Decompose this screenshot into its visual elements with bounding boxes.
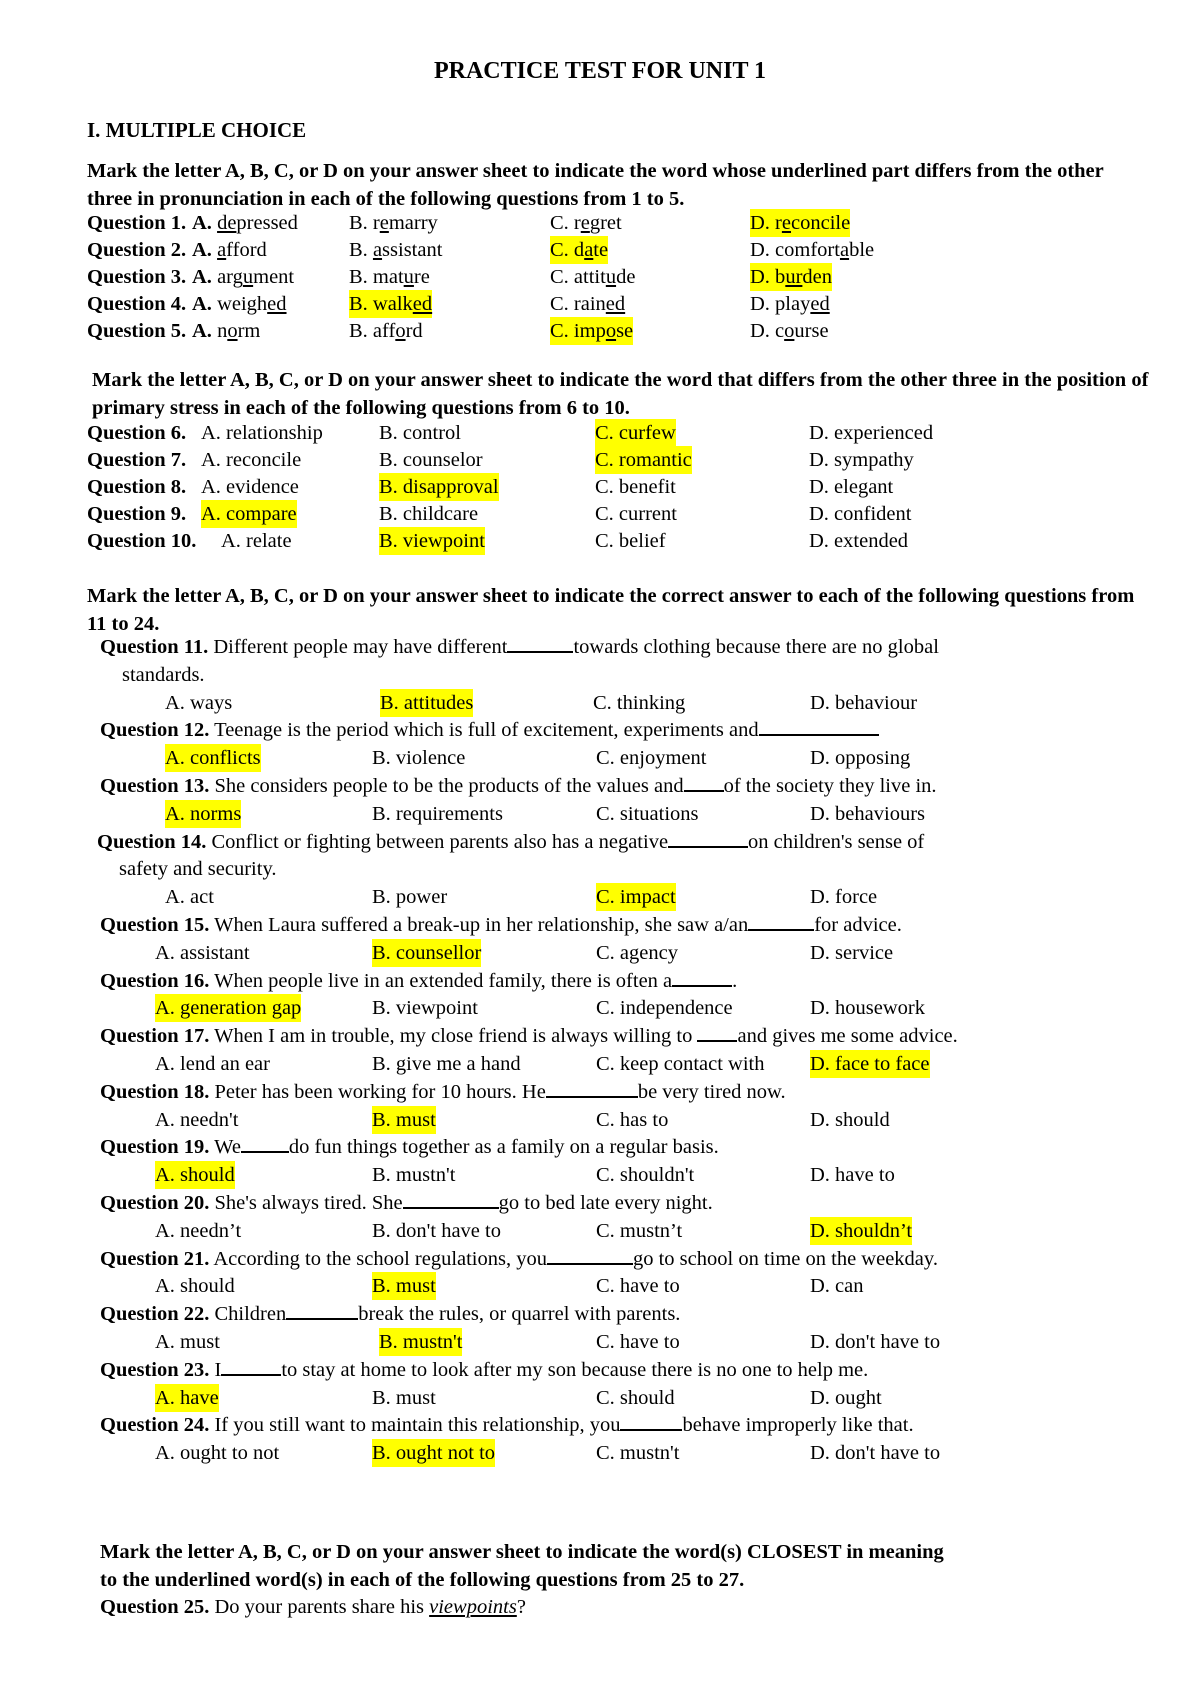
option-c: C. situations (596, 802, 699, 825)
option-b-answer: B. viewpoint (379, 527, 485, 555)
option-d: D. force (810, 886, 878, 909)
question-row (87, 500, 912, 528)
option-d: D. service (810, 941, 894, 964)
option-a: A. ought to not (155, 1442, 280, 1465)
question-number: Question 20. (100, 1192, 210, 1214)
question-number: Question 23. (100, 1358, 210, 1381)
option-b: B. mature (349, 266, 430, 288)
question-stem (100, 772, 937, 800)
stem-text-end: and gives me some advice. (737, 1025, 958, 1048)
answer-blank (668, 828, 748, 848)
question-number: Question 10. (87, 530, 197, 552)
option-d: D. ought (810, 1386, 882, 1409)
option-a: A. relate (221, 530, 292, 552)
option-a: A. depressed (192, 212, 298, 234)
option-b: B. afford (349, 320, 423, 342)
question-stem (100, 1133, 719, 1161)
question-row (87, 317, 829, 345)
question-number: Question 12. (100, 719, 210, 742)
page-title: PRACTICE TEST FOR UNIT 1 (433, 58, 767, 84)
question-number: Question 25. (100, 1596, 210, 1618)
option-c: C. enjoyment (596, 747, 707, 770)
answer-blank (221, 1356, 281, 1376)
option-d: D. course (750, 320, 829, 342)
option-c: C. should (596, 1386, 675, 1409)
stem-text: Children (209, 1303, 287, 1326)
option-b: B. mustn't (372, 1164, 456, 1187)
option-b-answer: B. counsellor (372, 939, 481, 967)
option-a: A. norm (192, 320, 261, 342)
answer-blank (507, 633, 573, 653)
stem-text: If you still want to maintain this relationship, you (209, 1414, 621, 1437)
answer-blank (620, 1411, 682, 1431)
answer-blank (684, 772, 724, 792)
stem-text: She's always tired. She (209, 1192, 403, 1214)
answer-blank (748, 911, 814, 931)
option-c: C. mustn't (596, 1442, 680, 1465)
option-d: D. experienced (809, 422, 934, 444)
option-c: C. thinking (593, 691, 686, 714)
option-c: C. belief (595, 530, 666, 552)
question-number: Question 21. (100, 1247, 210, 1270)
option-a: A. assistant (155, 941, 250, 964)
option-c: C. keep contact with (596, 1053, 765, 1075)
stem-text: When Laura suffered a break-up in her relationship, she saw a/an (209, 914, 749, 936)
option-c: C. regret (550, 212, 622, 234)
question-number: Question 9. (87, 503, 187, 525)
stem-text: When people live in an extended family, there is often a (209, 969, 673, 992)
stem-text-end: go to bed late every night. (498, 1192, 713, 1214)
option-d: D. don't have to (810, 1442, 941, 1465)
option-b: B. childcare (379, 503, 479, 525)
option-d: D. opposing (810, 747, 911, 770)
option-c: C. shouldn't (596, 1164, 695, 1187)
option-a: A. reconcile (201, 449, 302, 471)
option-a: A. should (155, 1275, 235, 1298)
question-number: Question 8. (87, 476, 187, 498)
stem-text-end: on children's sense of (748, 830, 925, 853)
option-c-answer: C. impact (596, 883, 676, 911)
question-row (87, 473, 894, 501)
option-d: D. sympathy (809, 449, 914, 471)
option-a: A. needn’t (155, 1219, 242, 1242)
option-c: C. have to (596, 1331, 680, 1353)
option-a-answer: A. conflicts (165, 744, 261, 772)
option-a: A. must (155, 1331, 220, 1353)
option-a: A. evidence (201, 476, 299, 498)
option-d: D. extended (809, 530, 909, 552)
option-c: C. has to (596, 1108, 669, 1131)
question-row (87, 446, 914, 474)
option-b: B. power (372, 886, 448, 909)
answer-blank (403, 1189, 499, 1209)
question-row (87, 209, 851, 237)
option-d-answer: D. reconcile (750, 209, 850, 237)
question-stem (100, 1078, 786, 1106)
answer-blank (672, 967, 732, 987)
option-d-answer: D. face to face (810, 1050, 930, 1078)
option-b: B. violence (372, 747, 466, 770)
instruction-stress: Mark the letter A, B, C, or D on your answer sheet to indicate the word that differs from the other three in the position of primary stress in each of the following questions from 6 to 10. (92, 369, 1149, 419)
option-d: D. behaviours (810, 802, 926, 825)
question-number: Question 4. (87, 293, 187, 315)
question-number: Question 17. (100, 1025, 210, 1048)
stem-text: When I am in trouble, my close friend is always willing to (209, 1025, 698, 1048)
question-stem (100, 633, 939, 661)
option-a-answer: A. compare (201, 500, 297, 528)
option-d: D. comfortable (750, 239, 875, 261)
stem-text-end: behave improperly like that. (682, 1414, 914, 1437)
stem-text-end: to stay at home to look after my son because there is no one to help me. (281, 1358, 869, 1381)
question-stem (100, 911, 902, 939)
option-d: D. confident (809, 503, 912, 525)
option-b: B. requirements (372, 802, 503, 825)
option-b: B. viewpoint (372, 997, 478, 1020)
question-number: Question 16. (100, 969, 210, 992)
option-b-answer: B. must (372, 1272, 436, 1300)
question-stem: Do your parents share his (209, 1596, 430, 1618)
answer-blank (547, 1245, 633, 1265)
answer-blank (759, 716, 879, 736)
option-b-answer: B. walked (349, 290, 432, 318)
question-number: Question 18. (100, 1080, 210, 1103)
stem-text-end: go to school on time on the weekday. (632, 1247, 938, 1270)
stem-text: I (209, 1358, 222, 1381)
option-a: A. relationship (201, 422, 323, 444)
stem-text: Peter has been working for 10 hours. He (209, 1080, 546, 1103)
option-b-answer: B. ought not to (372, 1439, 495, 1467)
option-a-answer: A. should (155, 1161, 235, 1189)
option-c-answer: C. date (550, 236, 608, 264)
stem-text-end: of the society they live in. (723, 775, 937, 797)
option-b: B. counselor (379, 449, 483, 471)
question-number: Question 14. (97, 830, 207, 853)
question-stem (97, 828, 924, 856)
option-c: C. agency (596, 941, 678, 964)
answer-blank (286, 1300, 358, 1320)
question-number: Question 6. (87, 422, 187, 444)
stem-text: She considers people to be the products of the values and (209, 775, 684, 797)
question-number: Question 3. (87, 266, 187, 288)
option-c-answer: C. impose (550, 317, 633, 345)
option-d: D. elegant (809, 476, 894, 498)
question-number: Question 11. (100, 636, 209, 658)
question-row (87, 419, 934, 447)
option-d: D. played (750, 293, 830, 315)
question-number: Question 24. (100, 1414, 210, 1437)
option-c: C. benefit (595, 476, 676, 498)
question-row (100, 1593, 526, 1621)
question-number: Question 19. (100, 1136, 210, 1159)
option-d-answer: D. shouldn’t (810, 1217, 912, 1245)
option-a: A. afford (192, 239, 267, 261)
question-number: Question 13. (100, 775, 210, 797)
question-stem (100, 967, 737, 995)
option-c: C. independence (596, 997, 733, 1020)
stem-text-end: . (732, 969, 738, 992)
option-d-answer: D. burden (750, 263, 832, 291)
question-row (87, 527, 909, 555)
option-b: B. don't have to (372, 1219, 501, 1242)
stem-text-end: do fun things together as a family on a regular basis. (288, 1136, 719, 1159)
answer-blank (241, 1133, 289, 1153)
option-b: B. remarry (349, 212, 438, 234)
option-c: C. attitude (550, 266, 636, 288)
question-stem (100, 1411, 914, 1439)
option-c-answer: C. curfew (595, 419, 676, 447)
instruction-closest-1: Mark the letter A, B, C, or D on your answer sheet to indicate the word(s) CLOSEST in meaning (100, 1541, 944, 1563)
option-d: D. housework (810, 997, 926, 1020)
question-stem (100, 1189, 713, 1217)
option-a-answer: A. generation gap (155, 994, 301, 1022)
question-number: Question 15. (100, 914, 210, 936)
question-stem (100, 1356, 868, 1384)
question-stem-end: ? (516, 1596, 526, 1618)
option-d: D. can (810, 1275, 864, 1298)
section-heading: I. MULTIPLE CHOICE (87, 118, 307, 142)
question-number: Question 1. (87, 212, 187, 234)
stem-text-end: towards clothing because there are no global (573, 636, 939, 658)
question-stem (100, 1245, 938, 1273)
stem-continuation: safety and security. (119, 858, 277, 881)
stem-text-end: be very tired now. (637, 1080, 786, 1103)
option-d: D. behaviour (810, 691, 918, 714)
option-c: C. mustn’t (596, 1219, 683, 1242)
underlined-word: viewpoints (429, 1596, 517, 1618)
stem-continuation: standards. (122, 663, 205, 686)
answer-blank (697, 1022, 737, 1042)
question-number: Question 7. (87, 449, 187, 471)
option-b-answer: B. mustn't (379, 1328, 462, 1356)
stem-text: According to the school regulations, you (209, 1247, 547, 1270)
option-a-answer: A. norms (165, 800, 241, 828)
option-c: C. current (595, 503, 677, 525)
question-row (87, 290, 830, 318)
stem-text: Conflict or fighting between parents also has a negative (206, 830, 669, 853)
option-a: A. act (165, 886, 214, 909)
option-b-answer: B. disapproval (379, 473, 499, 501)
stem-text: Teenage is the period which is full of excitement, experiments and (209, 719, 759, 742)
question-row (87, 263, 832, 291)
question-row (87, 236, 875, 264)
question-stem (100, 1022, 958, 1050)
option-b: B. assistant (349, 239, 443, 261)
stem-text: Different people may have different (208, 636, 508, 658)
option-d: D. should (810, 1108, 890, 1131)
question-number: Question 5. (87, 320, 187, 342)
option-d: D. don't have to (810, 1331, 941, 1353)
answer-blank (546, 1078, 638, 1098)
option-d: D. have to (810, 1164, 895, 1187)
option-a-answer: A. have (155, 1384, 219, 1412)
question-stem (100, 716, 879, 744)
option-c: C. have to (596, 1275, 680, 1298)
option-b-answer: B. must (372, 1106, 436, 1134)
option-c: C. rained (550, 293, 626, 315)
option-a: A. ways (165, 691, 233, 714)
option-b: B. must (372, 1386, 436, 1409)
instruction-pronunciation: Mark the letter A, B, C, or D on your answer sheet to indicate the word whose underlined part differs from the other three in pronunciation in each of the following questions from 1 to 5. (87, 160, 1104, 210)
question-stem (100, 1300, 680, 1328)
stem-text-end: break the rules, or quarrel with parents. (358, 1303, 681, 1326)
option-a: A. argument (192, 266, 295, 288)
question-number: Question 22. (100, 1303, 210, 1326)
option-c-answer: C. romantic (595, 446, 692, 474)
option-a: A. weighed (192, 293, 287, 315)
instruction-correct-answer: Mark the letter A, B, C, or D on your answer sheet to indicate the correct answer to each of the following questions from 11 to 24. (87, 585, 1135, 635)
option-b: B. give me a hand (372, 1053, 521, 1075)
option-b: B. control (379, 422, 461, 444)
option-a: A. needn't (155, 1108, 239, 1131)
instruction-closest-2: to the underlined word(s) in each of the following questions from 25 to 27. (100, 1569, 745, 1591)
stem-text-end: for advice. (814, 914, 902, 936)
question-number: Question 2. (87, 239, 187, 261)
option-b-answer: B. attitudes (380, 689, 473, 717)
stem-text: We (209, 1136, 241, 1159)
option-a: A. lend an ear (155, 1053, 270, 1075)
